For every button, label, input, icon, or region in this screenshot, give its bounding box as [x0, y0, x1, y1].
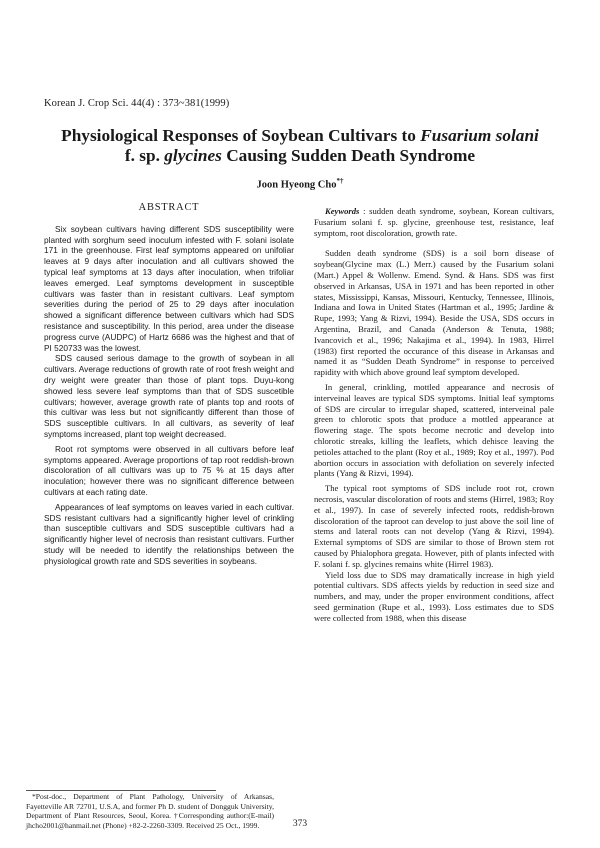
abstract-section [44, 203, 294, 567]
title-line1-text: Physiological Responses of Soybean Cultivars to [61, 126, 421, 145]
journal-citation: Korean J. Crop Sci. 44(4) : 373~381(1999) [44, 98, 230, 109]
author-footnote-mark: *† [336, 177, 344, 185]
keywords-text: : sudden death syndrome, soybean, Korean cultivars, Fusarium solani f. sp. glycine, greenhouse test, resistance, leaf symptom, root discoloration, growth rate. [314, 206, 554, 238]
body-paragraph: In general, crinkling, mottled appearance and necrosis of interveinal leaves are typical SDS symptoms. Initial leaf symptoms of SDS are circular to irregular shaped, scattered, interveinal pale green to chlorotic spots that produce a mottled appearance at flowering stage. The spots become necrotic and develop into chlorotic streaks, killing the leaflets, which dehisce leaving the petioles attached to the plant (Roy et al., 1989; Roy et al., 1997). Pod abortion occurs in association with defoliation on severely infected plants (Yang & Rizvi, 1994). [314, 381, 554, 479]
body-paragraph: Yield loss due to SDS may dramatically increase in high yield potential cultivars. SDS affects yields by reduction in seed size and numbers, and may, under the proper environment conditions, affect seed germination (Rupe et al., 1993). Loss estimates due to SDS were collected from 1988, when this disease [314, 569, 554, 623]
title-forma-specialis: glycines [164, 146, 222, 165]
author-name: Joon Hyeong Cho [256, 179, 337, 191]
author-line [0, 177, 600, 191]
article-title [30, 126, 570, 166]
title-line2-prefix: f. sp. [124, 146, 165, 165]
abstract-paragraph: SDS caused serious damage to the growth of soybean in all cultivars. Average reductions of growth rate of root fresh weight and dry weight were greater than those of plant tops. Duyu-kong showed less severe leaf symptoms than that of SDS suscetible cultivars; however, average growth rate of plants top and roots of this cultivar was less but not significantly different than those of SDS susceptible cultivars. In all cultivars, as severity of leaf symptoms increased, plant top weight decreased. [44, 353, 294, 439]
abstract-heading: ABSTRACT [138, 202, 200, 213]
footnote-text: *Post-doc., Department of Plant Pathology, University of Arkansas, Fayetteville AR 72701, U.S.A, and former Ph D. student of Dongguk University, Department of Plant Resources, Seoul, Korea. †Corresponding author:(E-mail) jhcho2001@hanmail.net (Phone) +82-2-2260-3309. Received 25 Oct., 1999. [26, 792, 274, 830]
abstract-paragraph: Appearances of leaf symptoms on leaves varied in each cultivar. SDS resistant cultivars had a significantly higher level of crinkling than susceptible cultivars and SDS susceptible cultivars had a significantly higher level of necrosis than resistant cultivars. Further study will be needed to identify the relationships between the physiological growth rate and SDS severities in soybeans. [44, 501, 294, 566]
footnote-divider [26, 790, 216, 791]
body-paragraph: The typical root symptoms of SDS include root rot, crown necrosis, vascular discoloration of roots and stems (Hirrel, 1983; Roy et al., 1997). In case of severely infected roots, reddish-brown discoloration of the taproot can develop to just above the soil line of stems and lateral roots can not develop (Yang & Rizvi, 1994). External symptoms of SDS are similar to those of Brown stem rot caused by Phialophora gregata. However, pith of plants infected with F. solani f. sp. glycines remains white (Hirrel 1983). [314, 483, 554, 569]
body-column [314, 206, 554, 623]
keywords-paragraph [314, 206, 554, 238]
body-paragraph: Sudden death syndrome (SDS) is a soil born disease of soybean(Glycine max (L.) Merr.) caused by the Fusarium solani (Mart.) Appel & Wollenw. Emend. Synd. & Hans. SDS was first observed in Arkansas, USA in 1971 and has been reported in other states, Mississippi, Kansas, Missouri, Kentucky, Tennessee, Illinois, Indiana and Iowa in United States (Hartman et al., 1995; Jardine & Rupe, 1993; Yang & Rizvi, 1994). Beside the USA, SDS occurs in Argentina, Brazil, and Canada (Anderson & Tenuta, 1988; Ivancovich et al., 1996; Nakajima et al., 1994). In 1983, Hirrel (1983) first reported the occurance of this disease in Arkansas and named it as “Sudden Death Syndrome” in response to perceived rapidity with which above ground leaf symptom developed. [314, 248, 554, 378]
title-line2-suffix: Causing Sudden Death Syndrome [221, 146, 476, 165]
title-pathogen-name: Fusarium solani [420, 126, 539, 145]
abstract-paragraph: Root rot symptoms were observed in all cultivars before leaf symptoms appeared. Average proportions of tap root reddish-brown discoloration of all cultivars was up to 75 % at 15 days after inoculation; however there was no significant difference between cultivars at each rating date. [44, 443, 294, 497]
abstract-paragraph: Six soybean cultivars having different SDS susceptibility were planted with sorghum seed inoculum infested with F. solani isolate 171 in the greenhouse. First leaf symptoms appeared on unifoliar leaves at 9 days after inoculation and all cultivars showed the typical leaf symptoms at 13 days after inoculation, when trifoliar leaves emerged. Leaf symptoms development in susceptible cultivars was faster than in resistant cultivars. Leaf symptom severities during the period of 25 to 29 days after inoculation showed a significant difference between cultivars which had SDS resistance and susceptibility. In this period, area under the disease progress curve (AUDPC) of Hartz 6686 was the highest and that of PI 520733 was the lowest. [44, 223, 294, 353]
keywords-label: Keywords [325, 206, 360, 216]
page-number: 373 [292, 819, 308, 829]
